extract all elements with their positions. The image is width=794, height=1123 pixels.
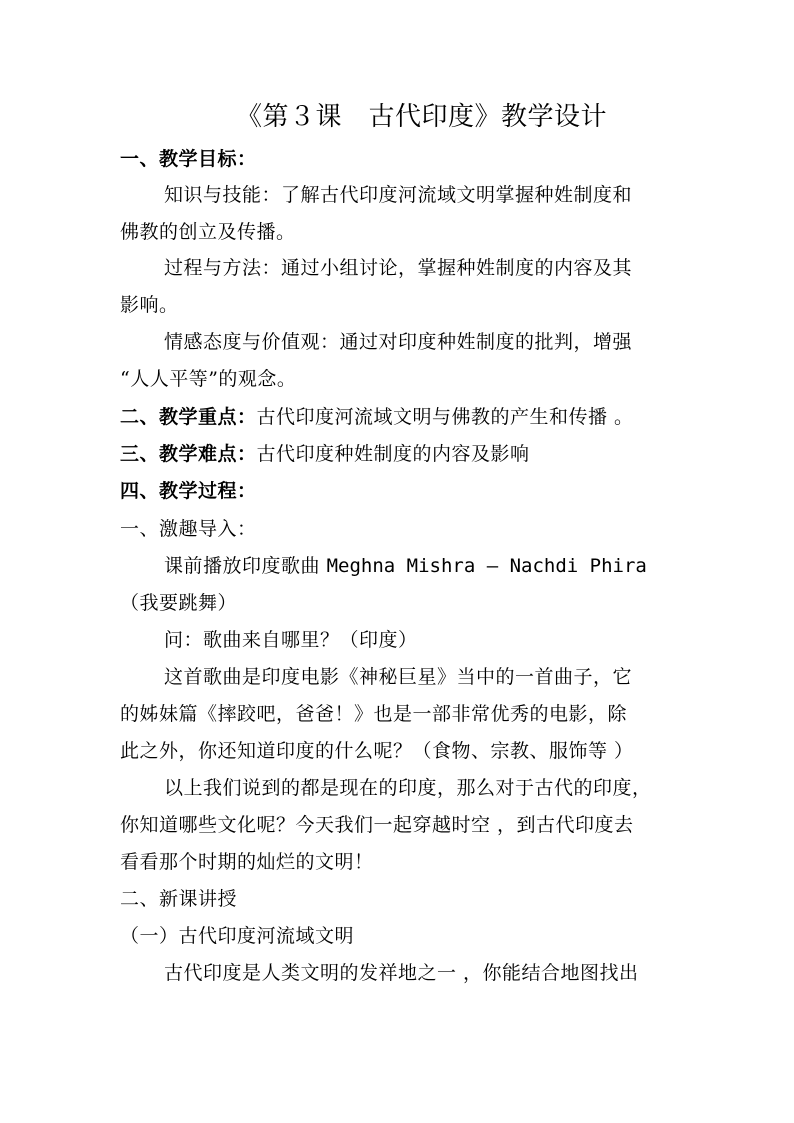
goal-process-line-1: 过程与方法：通过小组讨论，掌握种姓制度的内容及其 bbox=[164, 257, 633, 279]
goal-emotion-line-2: “人人平等”的观念。 bbox=[120, 368, 297, 390]
process-heading: 四、教学过程： bbox=[120, 480, 257, 502]
intro-heading: 一、激趣导入： bbox=[120, 518, 257, 540]
goals-heading: 一、教学目标： bbox=[120, 148, 257, 170]
intro-movie-line-2: 的姊妹篇《摔跤吧，爸爸！》也是一部非常优秀的电影，除 bbox=[120, 703, 628, 725]
subsection-text: 古代印度是人类文明的发祥地之一 ，你能结合地图找出 bbox=[164, 962, 639, 984]
intro-song-translation: （我要跳舞） bbox=[120, 592, 238, 614]
teaching-difficulty-label: 三、教学难点： bbox=[120, 443, 257, 465]
intro-transition-line-2: 你知道哪些文化呢？今天我们一起穿越时空 ，到古代印度去 bbox=[120, 814, 634, 836]
new-lesson-heading: 二、新课讲授 bbox=[120, 888, 238, 910]
document-title: 《第３课 古代印度》教学设计 bbox=[236, 102, 608, 132]
goal-knowledge-line-1: 知识与技能：了解古代印度河流域文明掌握种姓制度和 bbox=[164, 184, 633, 206]
intro-song-line bbox=[164, 554, 647, 578]
intro-movie-line-3: 此之外，你还知道印度的什么呢？（食物、宗教、服饰等 ） bbox=[120, 740, 634, 762]
intro-question: 问：歌曲来自哪里？（印度） bbox=[164, 629, 418, 651]
intro-transition-line-1: 以上我们说到的都是现在的印度，那么对于古代的印度， bbox=[164, 777, 652, 799]
teaching-difficulty-text: 古代印度种姓制度的内容及影响 bbox=[256, 443, 530, 465]
teaching-key-line bbox=[120, 405, 634, 429]
goal-emotion-line-1: 情感态度与价值观：通过对印度种姓制度的批判，增强 bbox=[164, 331, 633, 353]
teaching-key-label: 二、教学重点： bbox=[120, 406, 257, 428]
intro-song-prefix: 课前播放印度歌曲 bbox=[164, 555, 321, 577]
goal-process-line-2: 影响。 bbox=[120, 294, 179, 316]
teaching-difficulty-line bbox=[120, 442, 530, 466]
teaching-key-text: 古代印度河流域文明与佛教的产生和传播 。 bbox=[256, 406, 634, 428]
intro-transition-line-3: 看看那个时期的灿烂的文明！ bbox=[120, 851, 374, 873]
subsection-heading: （一）古代印度河流域文明 bbox=[120, 925, 355, 947]
goal-knowledge-line-2: 佛教的创立及传播。 bbox=[120, 221, 296, 243]
intro-movie-line-1: 这首歌曲是印度电影《神秘巨星》当中的一首曲子，它 bbox=[164, 666, 633, 688]
intro-song-name: Meghna Mishra – Nachdi Phira bbox=[326, 555, 647, 577]
